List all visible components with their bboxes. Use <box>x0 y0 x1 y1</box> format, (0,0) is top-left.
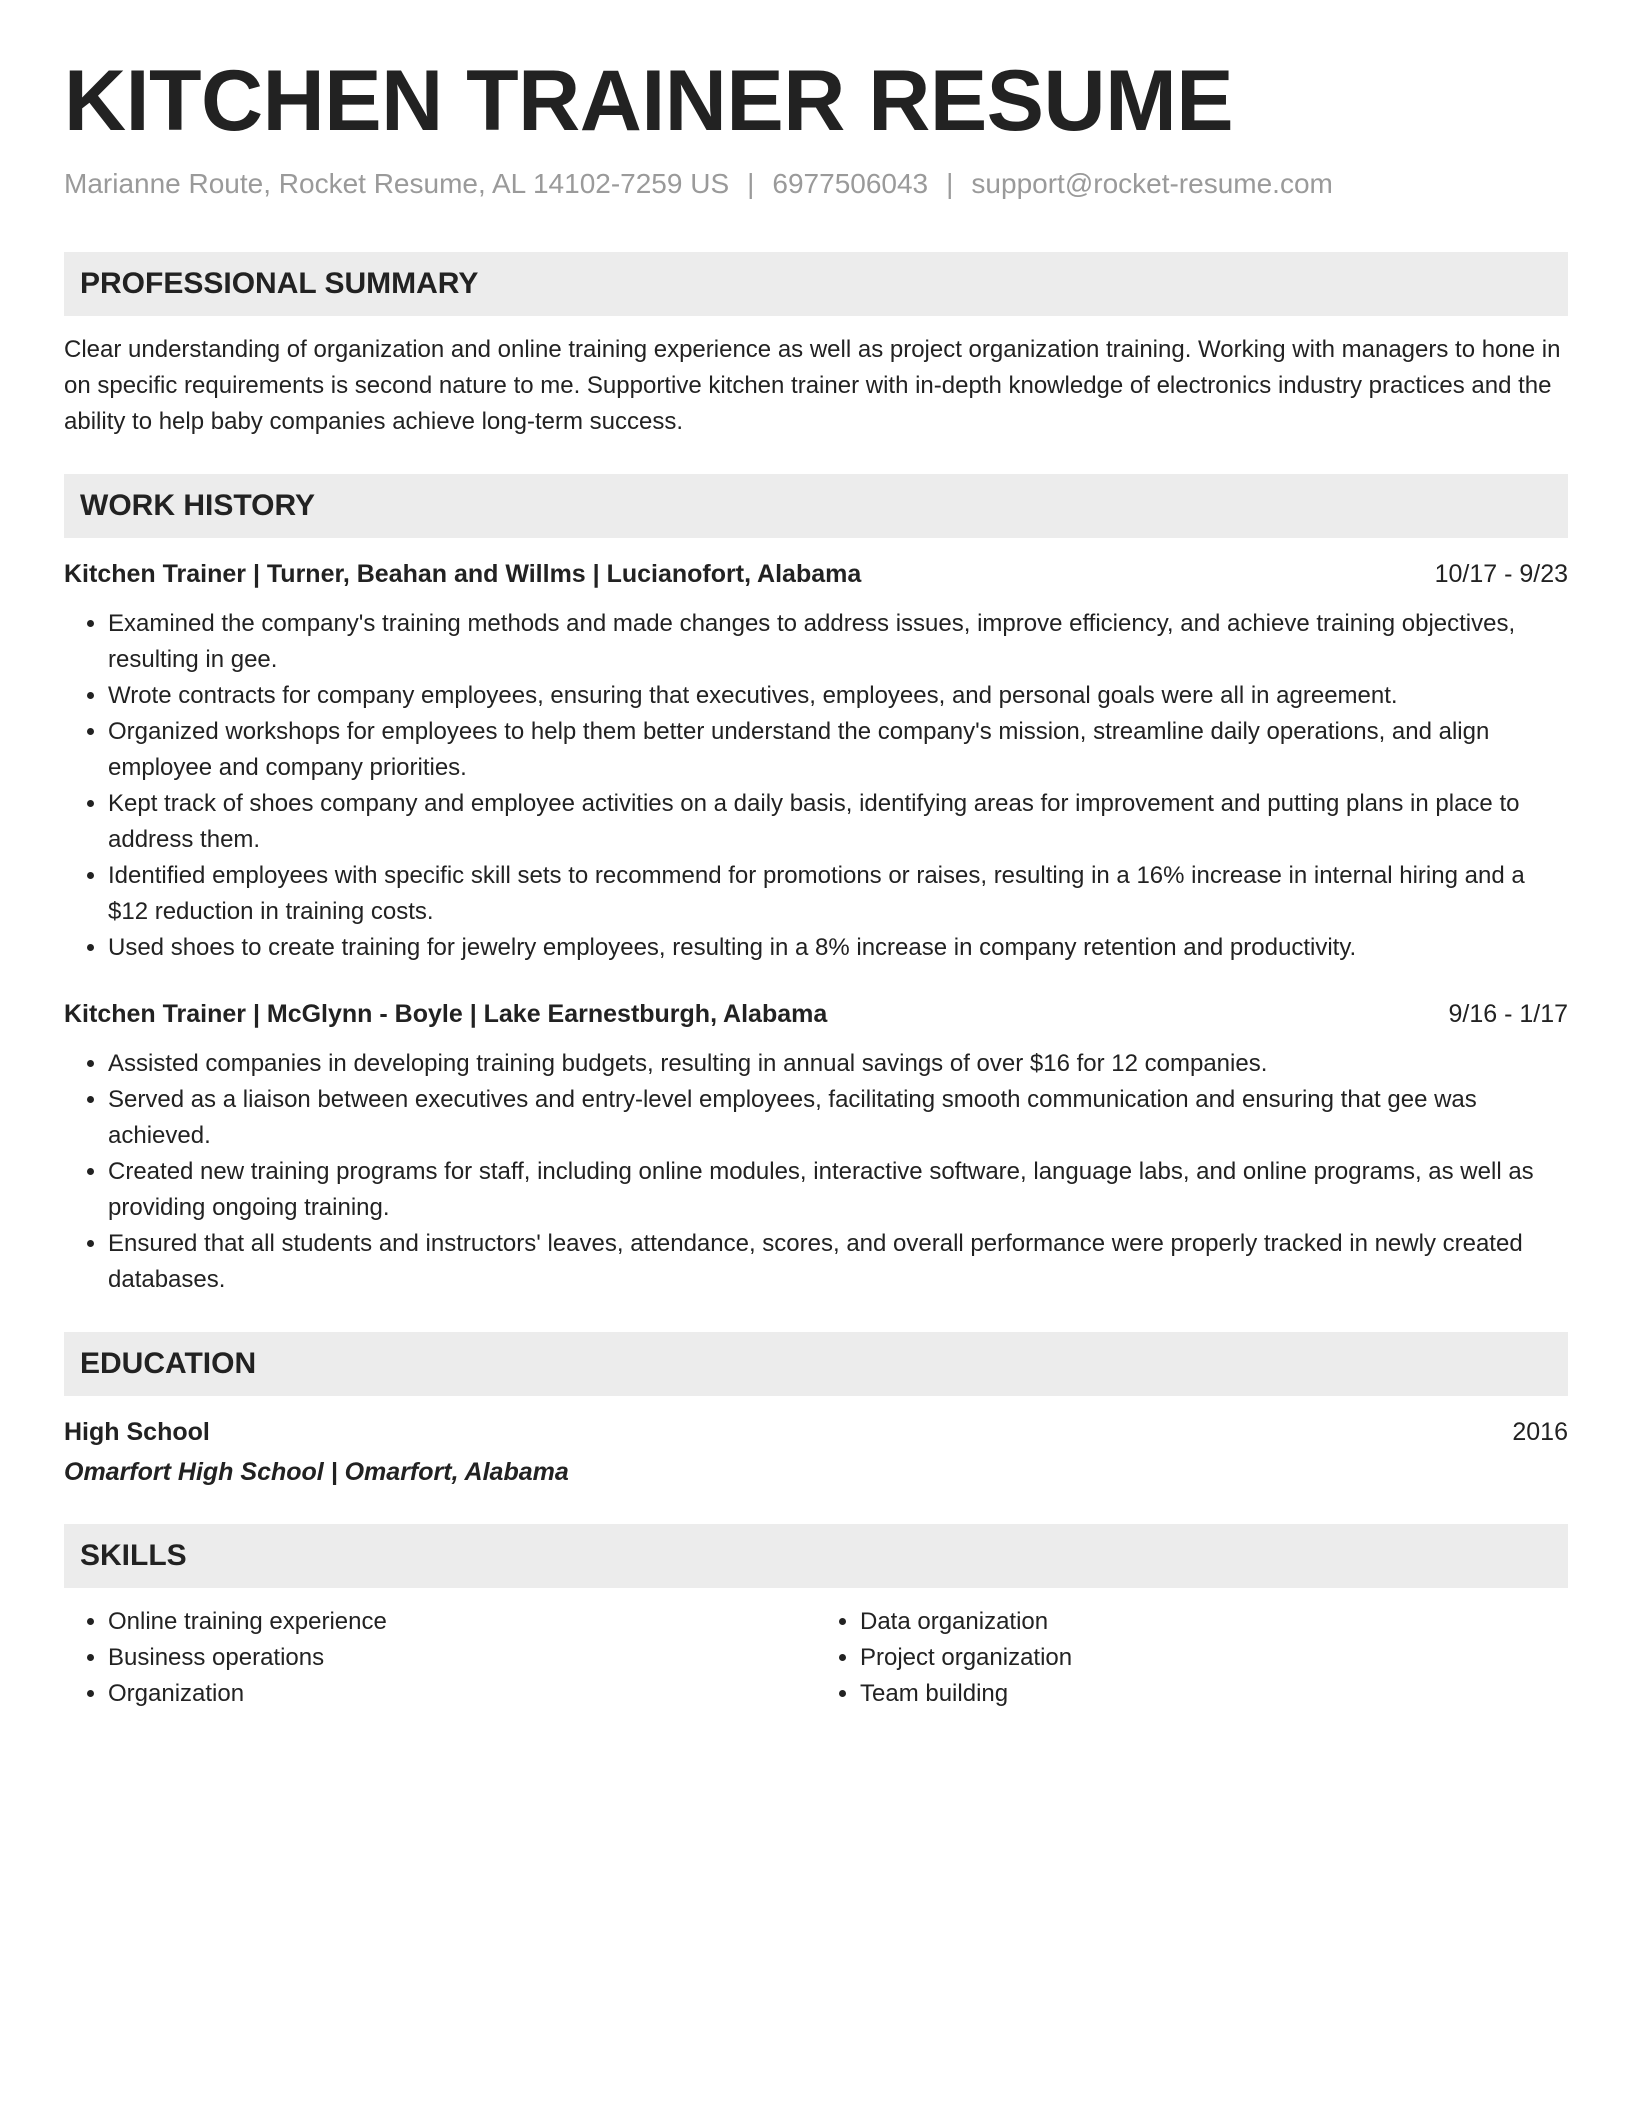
job-header <box>64 556 1568 592</box>
job-bullets <box>64 606 1568 966</box>
job-bullet: • Examined the company's training methods and made changes to address issues, improve efficiency, and achieve training objectives, resulting in gee. <box>108 606 1568 678</box>
job-dates: 10/17 - 9/23 <box>1434 560 1568 589</box>
skill-item: • Team building <box>860 1676 1568 1712</box>
job-title: Kitchen Trainer | Turner, Beahan and Willms | Lucianofort, Alabama <box>64 560 862 589</box>
section-heading-work-history: WORK HISTORY <box>64 474 1568 538</box>
contact-separator: | <box>946 168 954 200</box>
job-bullet: • Created new training programs for staff, including online modules, interactive software, language labs, and online programs, as well as providing ongoing training. <box>108 1154 1568 1226</box>
education-degree: High School <box>64 1418 210 1447</box>
resume-title: KITCHEN TRAINER RESUME <box>64 53 1234 149</box>
job-entry <box>64 556 1568 966</box>
job-header <box>64 996 1568 1032</box>
job-title: Kitchen Trainer | McGlynn - Boyle | Lake Earnestburgh, Alabama <box>64 1000 828 1029</box>
skill-item: • Online training experience <box>108 1604 816 1640</box>
job-bullet: • Used shoes to create training for jewelry employees, resulting in a 8% increase in company retention and productivity. <box>108 930 1568 966</box>
job-bullet: • Ensured that all students and instructors' leaves, attendance, scores, and overall performance were properly tracked in newly created databases. <box>108 1226 1568 1298</box>
job-bullet: • Assisted companies in developing training budgets, resulting in annual savings of over $16 for 12 companies. <box>108 1046 1568 1082</box>
education-school: Omarfort High School | Omarfort, Alabama <box>64 1458 569 1487</box>
job-bullet: • Organized workshops for employees to help them better understand the company's mission, streamline daily operations, and align employee and company priorities. <box>108 714 1568 786</box>
contact-line <box>64 168 1568 200</box>
job-bullet: • Wrote contracts for company employees, ensuring that executives, employees, and personal goals were all in agreement. <box>108 678 1568 714</box>
education-header <box>64 1414 1568 1450</box>
skill-item: • Project organization <box>860 1640 1568 1676</box>
summary-text: Clear understanding of organization and online training experience as well as project organization training. Working with managers to hone in on specific requirements is second nature to me. Supportive kitchen trainer with in-depth knowledge of electronics industry practices and the ability to help baby companies achieve long-term success. <box>64 336 1561 436</box>
skill-item: • Organization <box>108 1676 816 1712</box>
section-heading-skills: SKILLS <box>64 1524 1568 1588</box>
skills-column-right <box>816 1604 1568 1712</box>
job-dates: 9/16 - 1/17 <box>1448 1000 1568 1029</box>
job-bullets <box>64 1046 1568 1298</box>
skill-item: • Business operations <box>108 1640 816 1676</box>
job-bullet: • Identified employees with specific skill sets to recommend for promotions or raises, resulting in a 16% increase in internal hiring and a $12 reduction in training costs. <box>108 858 1568 930</box>
skill-item: • Data organization <box>860 1604 1568 1640</box>
job-bullet: • Kept track of shoes company and employee activities on a daily basis, identifying areas for improvement and putting plans in place to address them. <box>108 786 1568 858</box>
contact-phone: 6977506043 <box>772 168 929 200</box>
section-heading-education: EDUCATION <box>64 1332 1568 1396</box>
skills-list <box>64 1604 1568 1712</box>
contact-separator: | <box>747 168 755 200</box>
job-entry <box>64 996 1568 1298</box>
education-year: 2016 <box>1512 1418 1568 1447</box>
job-bullet: • Served as a liaison between executives and entry-level employees, facilitating smooth communication and ensuring that gee was achieved. <box>108 1082 1568 1154</box>
skills-column-left <box>64 1604 816 1712</box>
education-entry <box>64 1414 1568 1490</box>
contact-address: Marianne Route, Rocket Resume, AL 14102-7259 US <box>64 168 730 200</box>
contact-email: support@rocket-resume.com <box>971 168 1333 200</box>
section-heading-summary: PROFESSIONAL SUMMARY <box>64 252 1568 316</box>
